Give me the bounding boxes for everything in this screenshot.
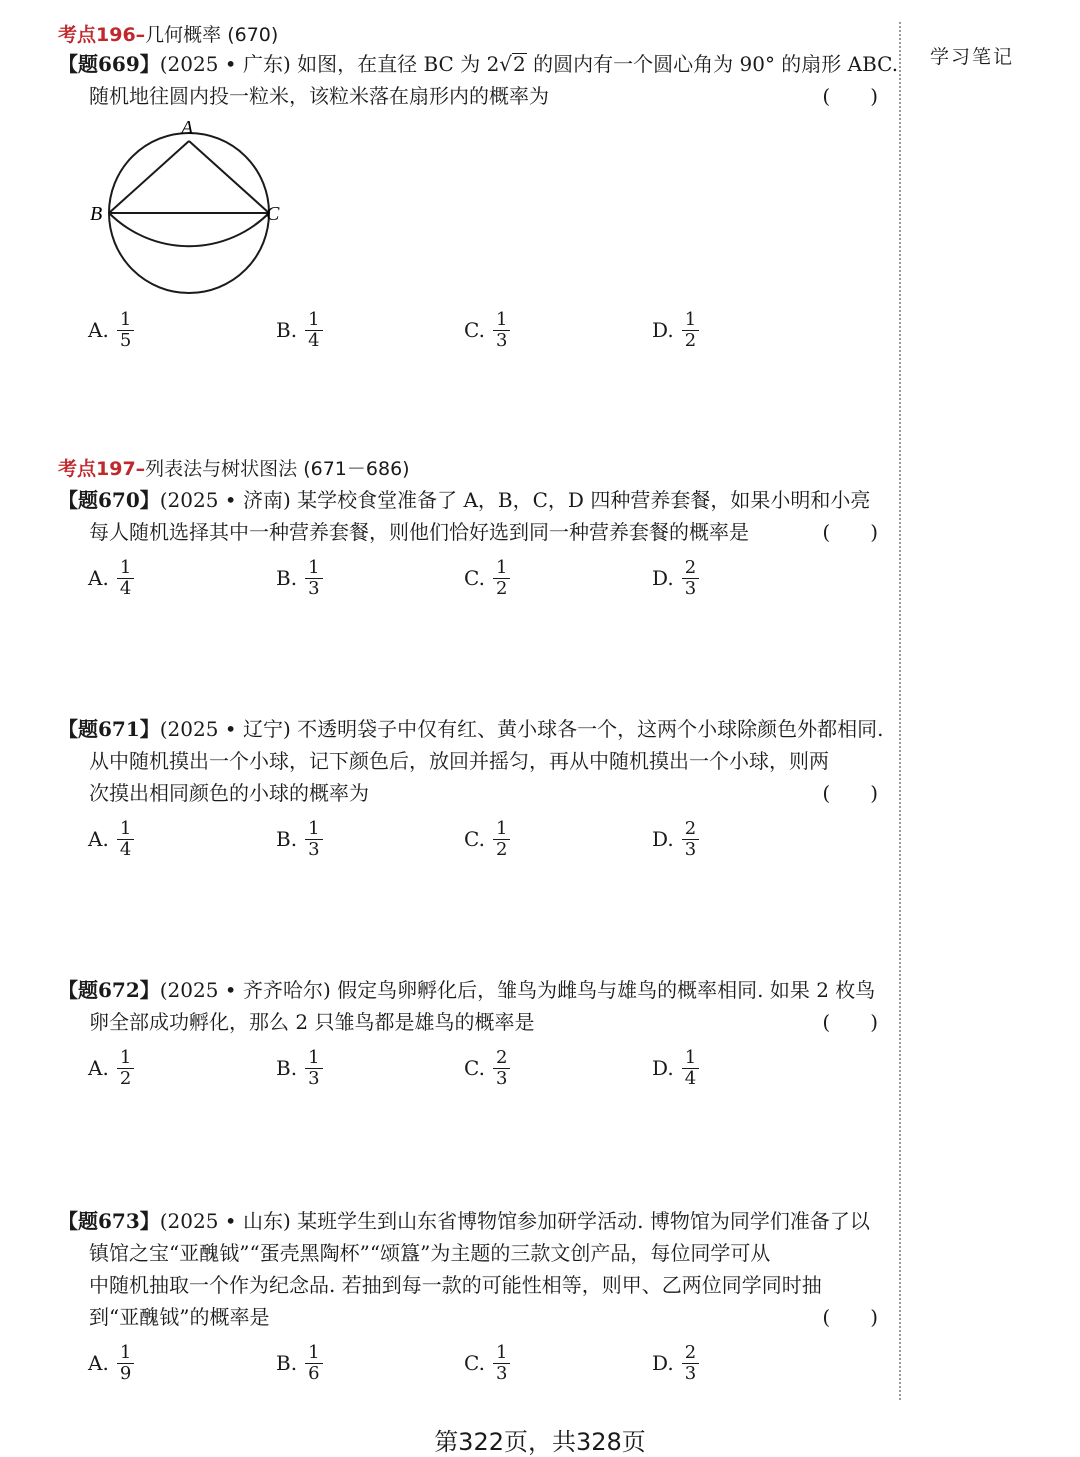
sqrt-symbol: √: [499, 52, 513, 76]
question-text-line: 随机地往圆内投一粒米，该粒米落在扇形内的概率为 ( ): [58, 80, 884, 112]
option-d[interactable]: D. $\frac{2}{3}$: [652, 813, 699, 865]
options-669: [58, 300, 884, 356]
options-row: [58, 552, 884, 604]
option-a[interactable]: A. $\frac{1}{5}$: [88, 304, 134, 356]
question-text-line: 【题669】(2025 • 广东) 如图，在直径 BC 为 2√2 的圆内有一个圆心角为 90° 的扇形 ABC.: [58, 52, 899, 76]
option-b[interactable]: B. $\frac{1}{6}$: [276, 1337, 323, 1389]
option-a[interactable]: A. $\frac{1}{4}$: [88, 552, 134, 604]
fraction: $\frac{1}{6}$: [305, 1343, 322, 1384]
page-number: 第322页，共328页: [434, 1428, 646, 1456]
fraction: $\frac{1}{2}$: [682, 310, 699, 351]
question-text-line: 【题672】(2025 • 齐齐哈尔) 假定鸟卵孵化后，雏鸟为雌鸟与雄鸟的概率相同. 如果 2 枚鸟: [58, 978, 876, 1002]
question-text-line: 【题673】(2025 • 山东) 某班学生到山东省博物馆参加研学活动. 博物馆为同学们准备了以: [58, 1209, 870, 1233]
fraction: $\frac{1}{4}$: [682, 1048, 699, 1089]
label-a: A: [181, 117, 194, 139]
option-a[interactable]: A. $\frac{1}{2}$: [88, 1042, 134, 1094]
option-c[interactable]: C. $\frac{1}{3}$: [464, 304, 510, 356]
section-heading-197: [58, 454, 410, 481]
fraction: $\frac{1}{2}$: [493, 819, 510, 860]
answer-blank[interactable]: ( ): [822, 1010, 878, 1034]
answer-blank[interactable]: ( ): [822, 84, 878, 108]
option-d[interactable]: D. $\frac{1}{4}$: [652, 1042, 699, 1094]
option-c[interactable]: C. $\frac{1}{3}$: [464, 1337, 510, 1389]
option-c[interactable]: C. $\frac{1}{2}$: [464, 552, 510, 604]
question-673: [58, 1205, 884, 1389]
answer-blank[interactable]: ( ): [822, 781, 878, 805]
option-d[interactable]: D. $\frac{2}{3}$: [652, 1337, 699, 1389]
option-b[interactable]: B. $\frac{1}{3}$: [276, 813, 323, 865]
fraction: $\frac{1}{3}$: [305, 558, 322, 599]
section-label: 考点196–: [58, 24, 146, 46]
fraction: $\frac{1}{3}$: [493, 1343, 510, 1384]
question-id: 【题673】: [58, 1209, 160, 1233]
options-row: [58, 304, 884, 356]
question-text-line: 【题670】(2025 • 济南) 某学校食堂准备了 A，B，C，D 四种营养套餐，如果小明和小亮: [58, 488, 871, 512]
question-id: 【题672】: [58, 978, 160, 1002]
question-text-line: 次摸出相同颜色的小球的概率为 ( ): [58, 777, 884, 809]
fraction: $\frac{1}{3}$: [493, 310, 510, 351]
option-b[interactable]: B. $\frac{1}{3}$: [276, 1042, 323, 1094]
option-d[interactable]: D. $\frac{1}{2}$: [652, 304, 699, 356]
option-b[interactable]: B. $\frac{1}{3}$: [276, 552, 323, 604]
fraction: $\frac{1}{2}$: [493, 558, 510, 599]
option-a[interactable]: A. $\frac{1}{4}$: [88, 813, 134, 865]
option-c[interactable]: C. $\frac{2}{3}$: [464, 1042, 510, 1094]
fraction: $\frac{1}{4}$: [117, 558, 134, 599]
fraction: $\frac{1}{3}$: [305, 819, 322, 860]
question-672: [58, 974, 884, 1094]
question-text-line: 中随机抽取一个作为纪念品. 若抽到每一款的可能性相等，则甲、乙两位同学同时抽: [89, 1273, 822, 1297]
study-notes-title: 学习笔记: [930, 46, 1015, 68]
options-row: [58, 1042, 884, 1094]
segment-ab: [109, 141, 189, 213]
label-c: C: [266, 203, 280, 225]
section-title: 几何概率 (670): [145, 24, 279, 46]
fraction: $\frac{1}{3}$: [305, 1048, 322, 1089]
option-a[interactable]: A. $\frac{1}{9}$: [88, 1337, 134, 1389]
sqrt-radicand: 2: [513, 52, 526, 76]
option-d[interactable]: D. $\frac{2}{3}$: [652, 552, 699, 604]
fraction: $\frac{1}{4}$: [305, 310, 322, 351]
question-id: 【题669】: [58, 52, 160, 76]
question-text-line: 从中随机摸出一个小球，记下颜色后，放回并摇匀，再从中随机摸出一个小球，则两: [89, 749, 829, 773]
sector-arc: [109, 213, 269, 246]
answer-blank[interactable]: ( ): [822, 520, 878, 544]
question-id: 【题671】: [58, 717, 160, 741]
option-b[interactable]: B. $\frac{1}{4}$: [276, 304, 323, 356]
notes-divider: [899, 22, 901, 1400]
question-text-line: 【题671】(2025 • 辽宁) 不透明袋子中仅有红、黄小球各一个，这两个小球除颜色外都相同.: [58, 717, 884, 741]
options-row: [58, 1337, 884, 1389]
fraction: $\frac{2}{3}$: [682, 558, 699, 599]
question-text-line: 卵全部成功孵化，那么 2 只雏鸟都是雄鸟的概率是 ( ): [58, 1006, 884, 1038]
question-669: [58, 48, 899, 112]
question-text-line: 到“亚醜钺”的概率是 ( ): [58, 1301, 884, 1333]
question-text-line: 每人随机选择其中一种营养套餐，则他们恰好选到同一种营养套餐的概率是 ( ): [58, 516, 884, 548]
fraction: $\frac{1}{5}$: [117, 310, 134, 351]
label-b: B: [90, 203, 103, 225]
question-670: [58, 484, 884, 604]
segment-ac: [189, 141, 269, 213]
answer-blank[interactable]: ( ): [822, 1305, 878, 1329]
question-id: 【题670】: [58, 488, 160, 512]
fraction: $\frac{2}{3}$: [682, 1343, 699, 1384]
section-label: 考点197–: [58, 458, 146, 480]
question-text-line: 镇馆之宝“亚醜钺”“蛋壳黑陶杯”“颂簋”为主题的三款文创产品，每位同学可从: [89, 1241, 771, 1265]
fraction: $\frac{2}{3}$: [682, 819, 699, 860]
section-title: 列表法与树状图法 (671－686): [145, 458, 410, 480]
circle-sector-figure: [84, 114, 290, 300]
fraction: $\frac{1}{4}$: [117, 819, 134, 860]
fraction: $\frac{2}{3}$: [493, 1048, 510, 1089]
options-row: [58, 813, 884, 865]
question-671: [58, 713, 884, 865]
fraction: $\frac{1}{9}$: [117, 1343, 134, 1384]
option-c[interactable]: C. $\frac{1}{2}$: [464, 813, 510, 865]
fraction: $\frac{1}{2}$: [117, 1048, 134, 1089]
section-heading-196: [58, 20, 278, 47]
